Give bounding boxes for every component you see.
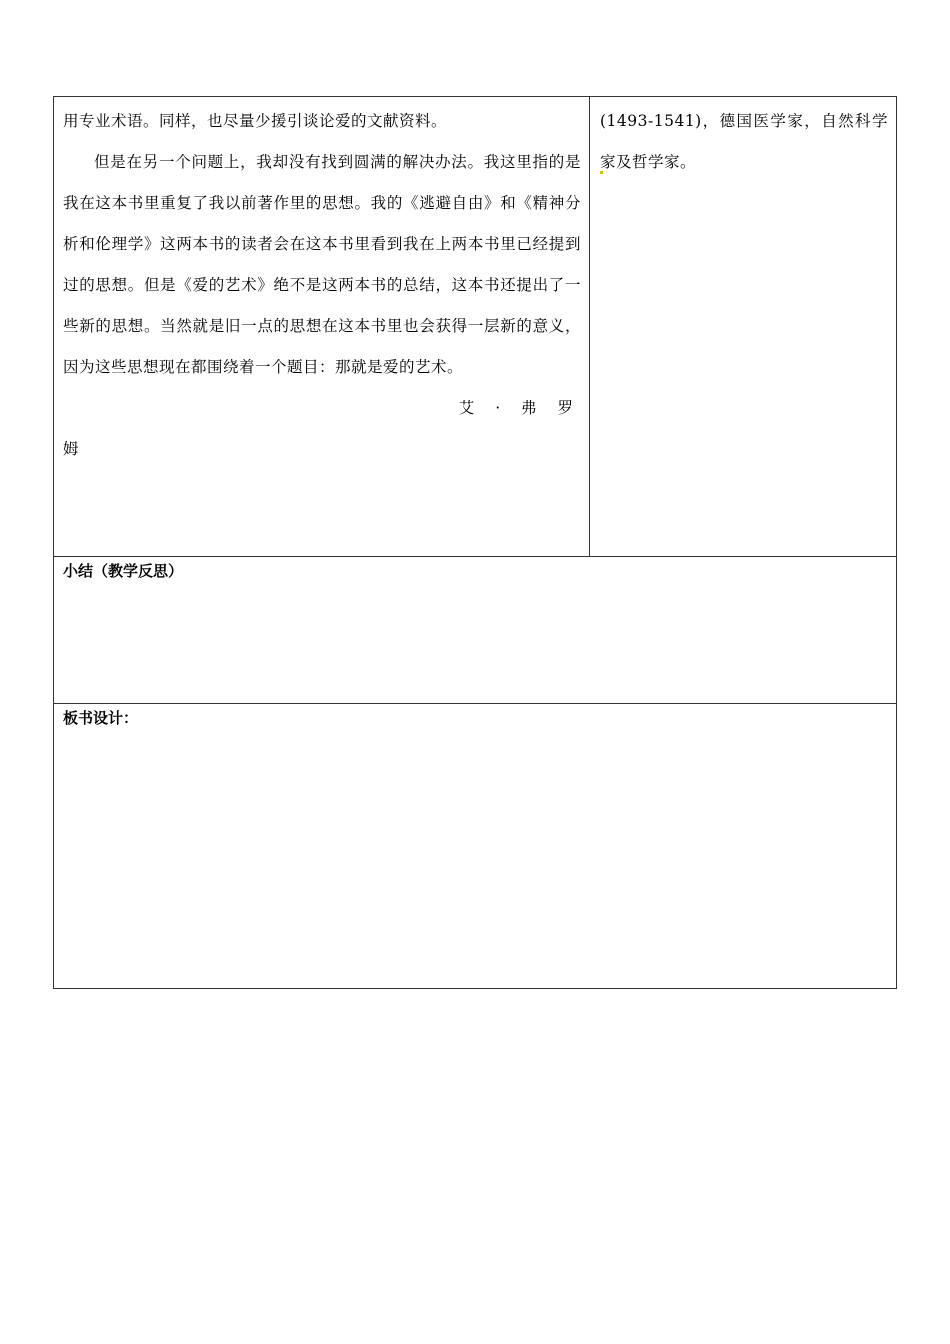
- main-text-cell: [54, 97, 590, 557]
- side-note-text: (1493-1541)，德国医学家，自然科学家及哲学家。: [600, 112, 888, 171]
- author-signature-line: 艾 · 弗 罗: [458, 399, 581, 417]
- lesson-plan-table: [53, 96, 897, 989]
- board-design-label: 板书设计：: [63, 709, 139, 727]
- summary-cell: [54, 557, 897, 704]
- board-design-cell: [54, 704, 897, 989]
- content-row: [54, 97, 897, 557]
- paragraph-body: 但是在另一个问题上，我却没有找到圆满的解决办法。我这里指的是我在这本书里重复了我以前著作里的思想。我的《逃避自由》和《精神分析和伦理学》这两本书的读者会在这本书里看到我在上两本书里已经提到过的思想。但是《爱的艺术》绝不是这两本书的总结，这本书还提出了一些新的思想。当然就是旧一点的思想在这本书里也会获得一层新的意义，因为这些思想现在都围绕着一个题目：那就是爱的艺术。: [63, 153, 581, 376]
- summary-row: [54, 557, 897, 704]
- side-note-cell: [590, 97, 897, 557]
- paragraph-intro-tail: 用专业术语。同样，也尽量少援引谈论爱的文献资料。: [63, 112, 448, 130]
- author-signature-tail: 姆: [63, 440, 80, 458]
- summary-label: 小结（教学反思）: [63, 562, 184, 580]
- board-design-row: [54, 704, 897, 989]
